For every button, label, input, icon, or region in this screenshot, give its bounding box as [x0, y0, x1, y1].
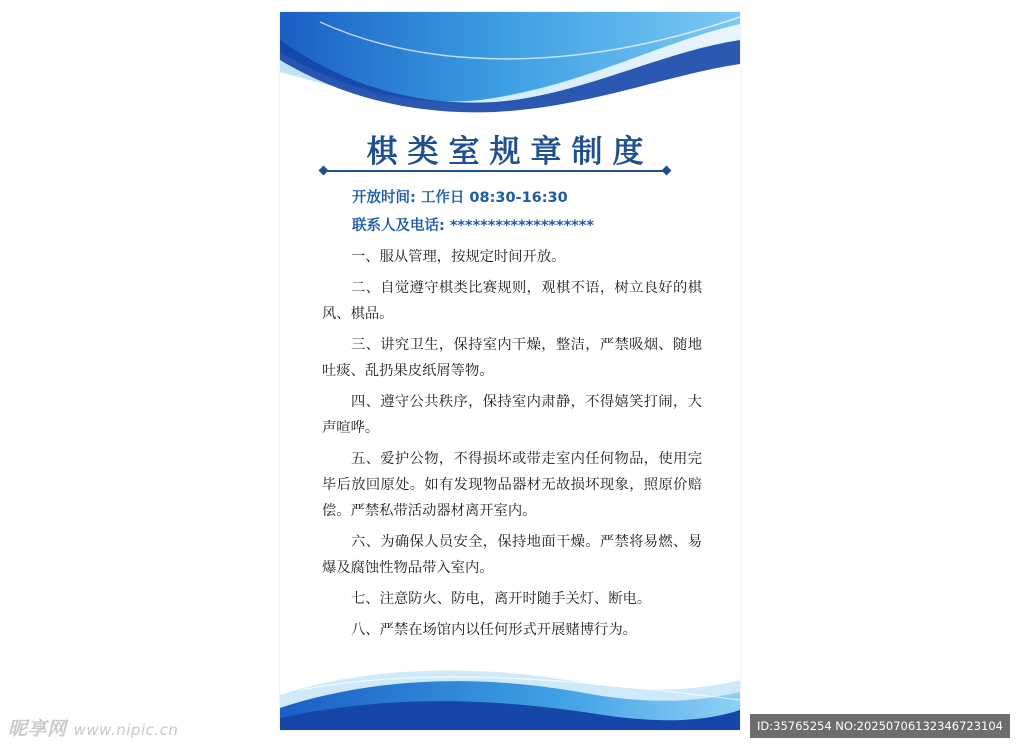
bottom-wave-decoration: [280, 660, 740, 730]
rule-item: 二、自觉遵守棋类比赛规则，观棋不语，树立良好的棋风、棋品。: [322, 280, 702, 322]
page-title: 棋类室规章制度: [366, 134, 654, 170]
image-id-bar: ID:35765254 NO:20250706132346723104: [750, 714, 1010, 738]
rule-item: 三、讲究卫生，保持室内干燥，整洁，严禁吸烟、随地吐痰、乱扔果皮纸屑等物。: [322, 337, 702, 379]
rule-item: 一、服从管理，按规定时间开放。: [351, 249, 566, 265]
rule-item: 八、严禁在场馆内以任何形式开展赌博行为。: [351, 622, 637, 638]
site-name: 昵享网: [8, 718, 67, 740]
site-watermark: [8, 714, 178, 741]
top-wave-decoration: [280, 12, 740, 122]
rule-item: 七、注意防火、防电，离开时随手关灯、断电。: [351, 591, 652, 607]
title-rule: [325, 170, 667, 172]
rule-item: 四、遵守公共秩序，保持室内肃静，不得嬉笑打闹，大声喧哗。: [322, 394, 702, 436]
rule-item: 五、爱护公物，不得损坏或带走室内任何物品，使用完毕后放回原处。如有发现物品器材无故损坏现象，照原价赔偿。严禁私带活动器材离开室内。: [322, 451, 702, 519]
contact-info: 联系人及电话: *******************: [352, 218, 594, 234]
rule-item: 六、为确保人员安全，保持地面干燥。严禁将易燃、易爆及腐蚀性物品带入室内。: [322, 534, 702, 576]
rules-list: [322, 244, 702, 648]
poster: [280, 12, 740, 730]
opening-hours: 开放时间: 工作日 08:30-16:30: [352, 190, 568, 206]
site-url: www.nipic.cn: [73, 721, 179, 739]
